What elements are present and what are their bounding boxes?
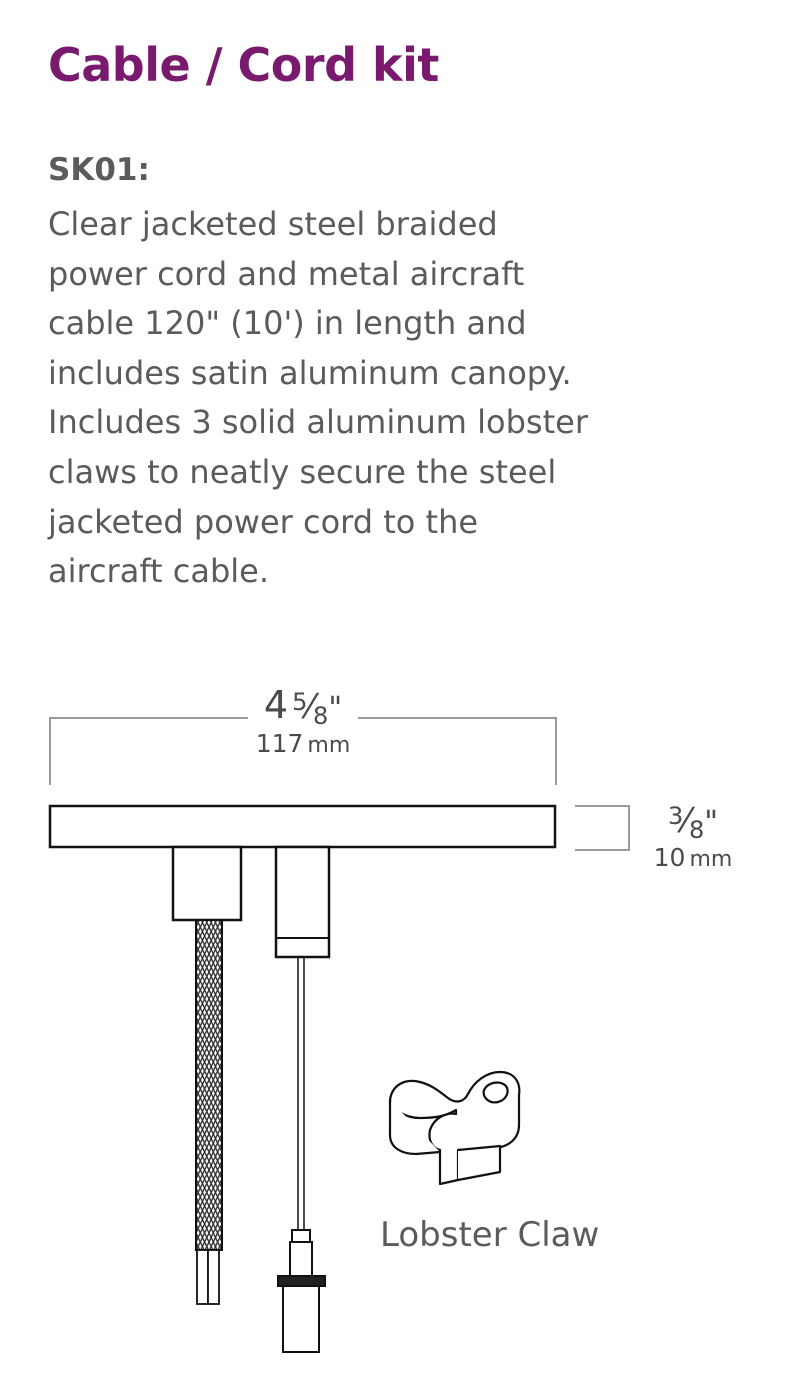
height-dimension-label: 3⁄8" xyxy=(667,801,719,844)
description-line: cable 120" (10') in length and xyxy=(48,304,527,343)
product-code-label: SK01: xyxy=(48,152,150,188)
width-dimension-label: 4 5⁄8" xyxy=(263,683,343,730)
lobster-claw-icon xyxy=(390,1072,519,1184)
canopy-plate xyxy=(50,806,555,847)
description-line: aircraft cable. xyxy=(48,552,269,591)
height-dimension-bracket xyxy=(575,806,629,850)
height-metric-label: 10 mm xyxy=(653,843,733,872)
aircraft-cable xyxy=(298,957,304,1230)
description-line: power cord and metal aircraft xyxy=(48,254,525,293)
power-cord-wire-ends xyxy=(197,1250,219,1304)
description-line: Includes 3 solid aluminum lobster xyxy=(48,403,588,442)
braided-power-cord xyxy=(196,920,222,1250)
description-line: Clear jacketed steel braided xyxy=(48,205,498,243)
cable-gripper-housing xyxy=(276,847,329,957)
description-line: claws to neatly secure the steel xyxy=(48,452,557,491)
width-metric-label: 117 mm xyxy=(255,729,351,758)
lobster-claw-label: Lobster Claw xyxy=(380,1215,600,1255)
cable-end-fitting xyxy=(278,1230,325,1352)
description-line: jacketed power cord to the xyxy=(48,502,479,541)
description-line: includes satin aluminum canopy. xyxy=(48,353,572,392)
page-title: Cable / Cord kit xyxy=(48,38,439,92)
power-cord-strain-relief xyxy=(173,847,241,920)
